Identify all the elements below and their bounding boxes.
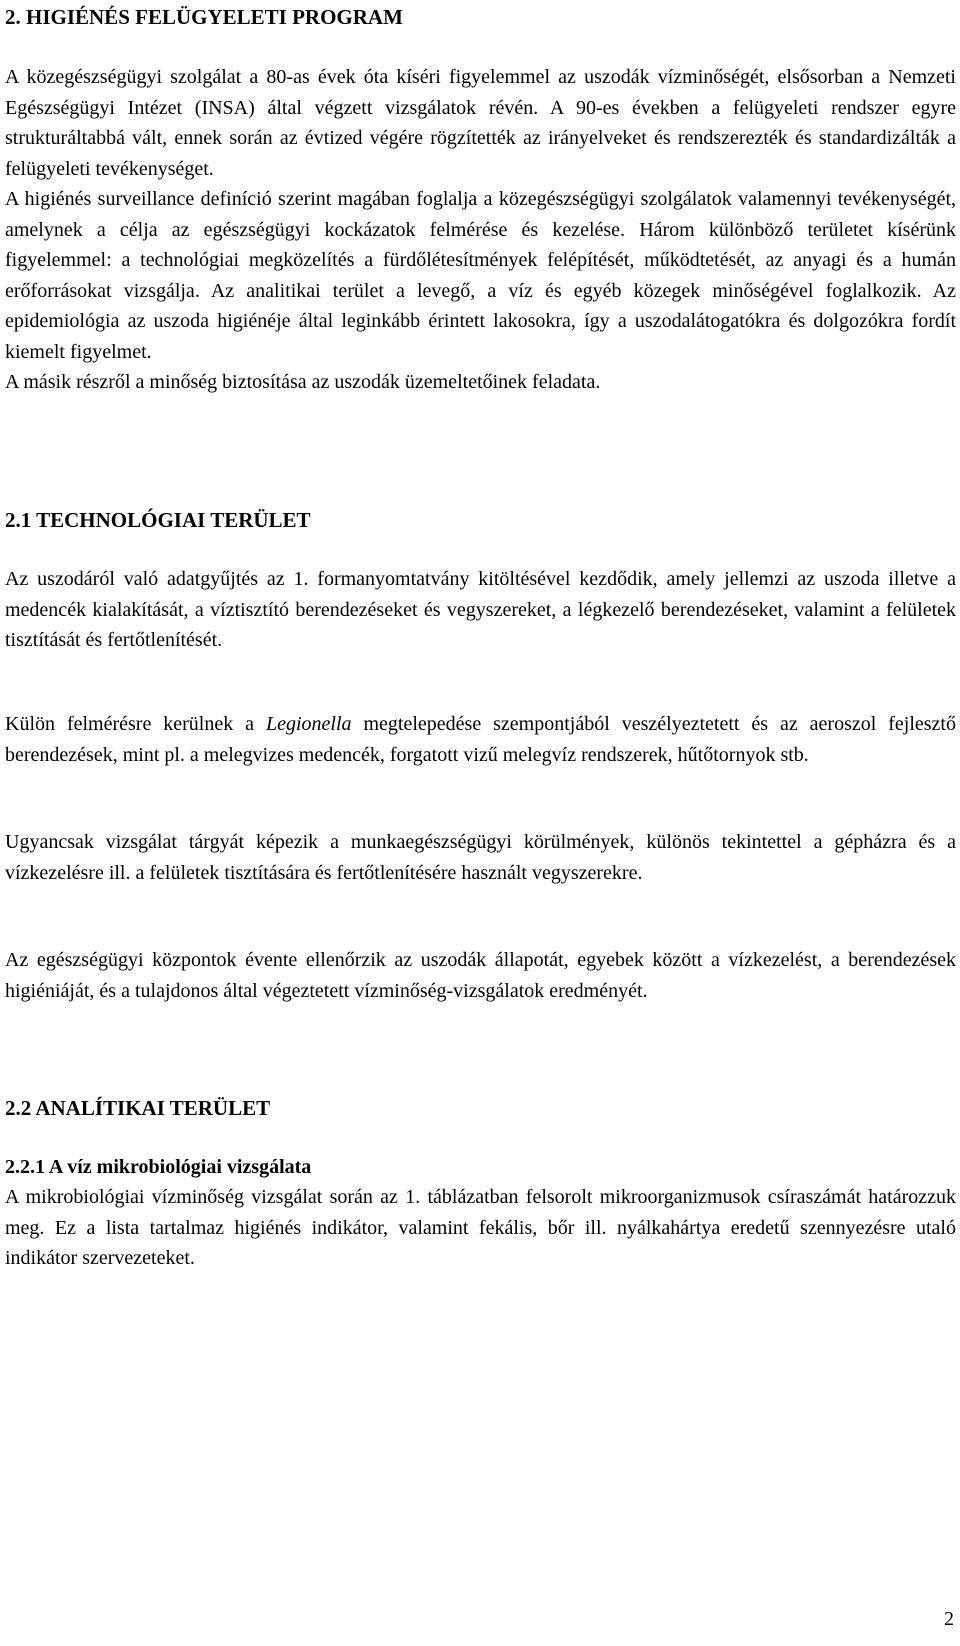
section-2-1-text-2 xyxy=(5,709,956,770)
page-number: 2 xyxy=(944,1608,954,1630)
intro-paragraph-2: A higiénés surveillance definíció szerint magában foglalja a közegészségügyi szolgálatok valamennyi tevékenységét, amelynek a célja az egészségügyi kockázatok felmérése és kezelése. Három különböző területet kísérünk figyelemmel: a technológiai megközelítés a fürdőlétesítmények felépítését, működtetését, az anyagi és a humán erőforrásokat vizsgálja. Az analitikai terület a levegő, a víz és egyéb közegek minőségével foglalkozik. Az epidemiológia az uszoda higiénéje által leginkább érintett lakosokra, így a uszodalátogatókra és dolgozókra fordít kiemelt figyelmet. xyxy=(5,188,956,363)
intro-paragraph-3: A másik részről a minőség biztosítása az uszodák üzemeltetőinek feladata. xyxy=(5,371,601,393)
section-2-1-paragraph-4 xyxy=(5,945,956,1006)
legionella-trail-text: megtelepedése szempontjából veszélyeztetett és az aeroszol fejlesztő berendezések, mint pl. a melegvizes medencék, forgatott vizű melegvíz rendszerek, hűtőtornyok stb. xyxy=(5,713,956,766)
section-2-2-heading: 2.2 ANALÍTIKAI TERÜLET xyxy=(5,1096,271,1120)
main-heading: 2. HIGIÉNÉS FELÜGYELETI PROGRAM xyxy=(5,5,403,29)
section-2-1-heading: 2.1 TECHNOLÓGIAI TERÜLET xyxy=(5,508,311,532)
section-2-2-1-text: A mikrobiológiai vízminőség vizsgálat során az 1. táblázatban felsorolt mikroorganizmusok csíraszámát határozzuk meg. Ez a lista tartalmaz higiénés indikátor, valamint fekális, bőr ill. nyálkahártya eredetű szennyezésre utaló indikátor szervezeteket. xyxy=(5,1186,956,1269)
section-2-1-paragraph-2 xyxy=(5,709,956,770)
intro-text xyxy=(5,62,956,398)
section-2-2-1-paragraph xyxy=(5,1182,956,1274)
section-2-1-paragraph-3 xyxy=(5,827,956,888)
legionella-lead-text: Külön felmérésre kerülnek a xyxy=(5,713,266,735)
section-2-2-1-heading: 2.2.1 A víz mikrobiológiai vizsgálata xyxy=(5,1156,312,1178)
section-2-1-text-4: Az egészségügyi központok évente ellenőrzik az uszodák állapotát, egyebek között a vízkezelést, a berendezések higiéniáját, és a tulajdonos által végeztetett vízminőség-vizsgálatok eredményét. xyxy=(5,949,956,1002)
intro-paragraph-1: A közegészségügyi szolgálat a 80-as évek óta kíséri figyelemmel az uszodák vízminőségét, elsősorban a Nemzeti Egészségügyi Intézet (INSA) által végzett vizsgálatok révén. A 90-es években a felügyeleti rendszer egyre strukturáltabbá vált, ennek során az évtized végére rögzítették az irányelveket és rendszerezték és standardizálták a felügyeleti tevékenységet. xyxy=(5,66,956,180)
section-2-1-text-3: Ugyancsak vizsgálat tárgyát képezik a munkaegészségügyi körülmények, különös tekintettel a gépházra és a vízkezelésre ill. a felületek tisztítására és fertőtlenítésére használt vegyszerekre. xyxy=(5,831,956,884)
section-2-1-paragraph-1 xyxy=(5,564,956,656)
section-2-1-text-1: Az uszodáról való adatgyűjtés az 1. formanyomtatvány kitöltésével kezdődik, amely jellemzi az uszoda illetve a medencék kialakítását, a víztisztító berendezéseket és vegyszereket, a légkezelő berendezéseket, valamint a felületek tisztítását és fertőtlenítését. xyxy=(5,568,956,651)
legionella-term: Legionella xyxy=(266,713,352,735)
